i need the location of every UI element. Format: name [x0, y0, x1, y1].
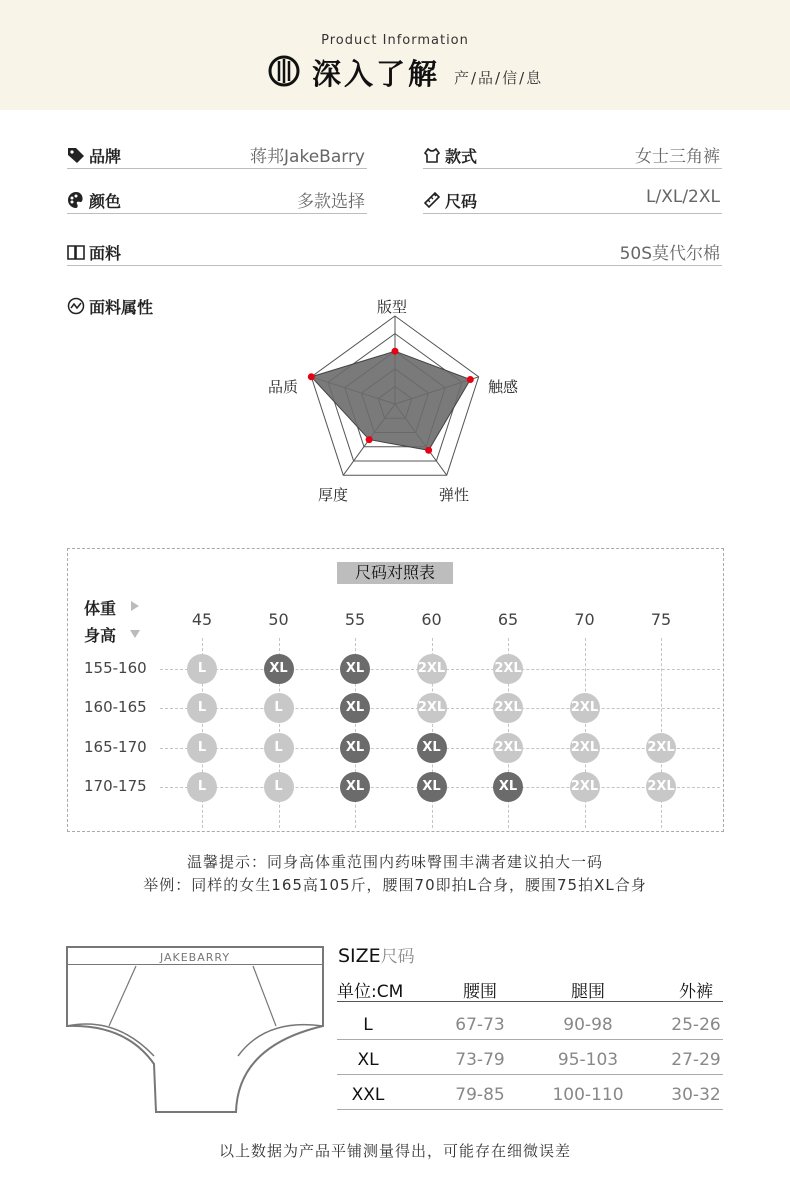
height-value: 165-170 [84, 737, 147, 756]
briefs-diagram [66, 946, 324, 1114]
size-dot: L [264, 733, 294, 763]
height-axis-label: 身高 [84, 626, 117, 645]
size-dot: XL [264, 654, 294, 684]
measurement-value: 30-32 [671, 1085, 721, 1105]
radar-axis-label: 弹性 [439, 486, 470, 504]
size-dot: XL [340, 693, 370, 723]
size-chart-box [67, 548, 724, 832]
weight-value: 50 [268, 610, 289, 629]
radar-axis-label: 品质 [268, 378, 299, 396]
size-dot: L [187, 772, 217, 802]
weight-axis-label: 体重 [84, 599, 117, 618]
size-dot: XL [417, 772, 447, 802]
size-dot: XL [417, 733, 447, 763]
size-name: XXL [351, 1085, 385, 1105]
footer-note: 以上数据为产品平铺测量得出，可能存在细微误差 [218, 1142, 571, 1160]
brand-value: 蒋邦JakeBarry [250, 147, 365, 167]
measurement-value: 73-79 [455, 1050, 505, 1070]
color-value: 多款选择 [297, 192, 365, 212]
brand-label: 品牌 [89, 147, 122, 166]
size-table-title: SIZE尺码 [338, 945, 415, 967]
measurement-value: 67-73 [455, 1015, 505, 1035]
radar-axis-label: 厚度 [318, 486, 349, 504]
radar-point [467, 376, 474, 383]
radar-area [311, 351, 470, 450]
weight-value: 65 [497, 610, 519, 629]
height-value: 170-175 [84, 776, 147, 795]
header-title: 深入了解 [312, 57, 441, 91]
radar-axis-label: 触感 [488, 378, 519, 396]
table-header: 外裤 [679, 982, 713, 1002]
table-rule [337, 1001, 723, 1002]
size-value: L/XL/2XL [646, 187, 720, 207]
size-dot: L [187, 654, 217, 684]
size-dot: L [187, 733, 217, 763]
height-value: 155-160 [84, 659, 147, 677]
triangle-down-icon [130, 630, 140, 638]
size-dot: L [264, 772, 294, 802]
radar-axis-label: 版型 [377, 298, 408, 316]
fabric-radar-chart [0, 0, 790, 530]
measurement-value: 90-98 [563, 1015, 613, 1035]
triangle-right-icon [131, 601, 139, 611]
measurement-value: 25-26 [671, 1015, 721, 1035]
header-en-subtitle: Product Information [321, 33, 469, 48]
size-dot: 2XL [646, 733, 676, 763]
size-dot: L [187, 693, 217, 723]
size-dot: 2XL [417, 693, 447, 723]
radar-point [425, 447, 432, 454]
weight-value: 75 [650, 610, 672, 629]
size-name: XL [357, 1050, 379, 1070]
size-dot: 2XL [417, 654, 447, 684]
tip-line-2: 举例：同样的女生165高105斤，腰围70即拍L合身，腰围75拍XL合身 [143, 876, 647, 894]
header-subtitle: 产/品/信/息 [454, 69, 544, 87]
tip-line-1: 温馨提示：同身高体重范围内药味臀围丰满者建议拍大一码 [186, 853, 603, 871]
color-label: 颜色 [89, 192, 122, 211]
size-dot: XL [493, 772, 523, 802]
measurement-value: 100-110 [552, 1085, 624, 1105]
table-rule [337, 1109, 723, 1110]
fabric-value: 50S莫代尔棉 [619, 244, 720, 264]
radar-point [366, 436, 373, 443]
size-dot: 2XL [493, 733, 523, 763]
table-header: 腰围 [463, 982, 497, 1002]
measurement-value: 79-85 [455, 1085, 505, 1105]
fabric-label: 面料 [89, 244, 122, 263]
briefs-band-brand: JAKEBARRY [159, 951, 231, 964]
weight-value: 70 [574, 610, 595, 629]
size-dot: 2XL [646, 772, 676, 802]
size-dot: 2XL [570, 772, 600, 802]
size-label: 尺码 [445, 192, 478, 211]
size-dot: XL [340, 654, 370, 684]
measurement-value: 95-103 [557, 1050, 619, 1070]
table-rule [337, 1039, 723, 1040]
size-dot: L [264, 693, 294, 723]
weight-value: 55 [344, 610, 366, 629]
size-chart-title: 尺码对照表 [337, 562, 453, 584]
size-dot: 2XL [493, 693, 523, 723]
radar-point [392, 348, 399, 355]
table-rule [337, 1074, 723, 1075]
size-dot: 2XL [493, 654, 523, 684]
fabric-attributes-label: 面料属性 [89, 298, 154, 317]
measurement-value: 27-29 [671, 1050, 721, 1070]
size-dot: XL [340, 733, 370, 763]
table-header: 单位:CM [337, 982, 404, 1002]
size-dot: 2XL [570, 693, 600, 723]
size-dot: 2XL [570, 733, 600, 763]
size-name: L [363, 1015, 373, 1035]
weight-value: 45 [191, 610, 213, 629]
radar-point [308, 373, 315, 380]
style-value: 女士三角裤 [635, 147, 720, 167]
height-value: 160-165 [84, 698, 147, 717]
style-label: 款式 [445, 147, 478, 166]
size-dot: XL [340, 772, 370, 802]
weight-value: 60 [421, 610, 442, 629]
table-header: 腿围 [571, 982, 605, 1002]
